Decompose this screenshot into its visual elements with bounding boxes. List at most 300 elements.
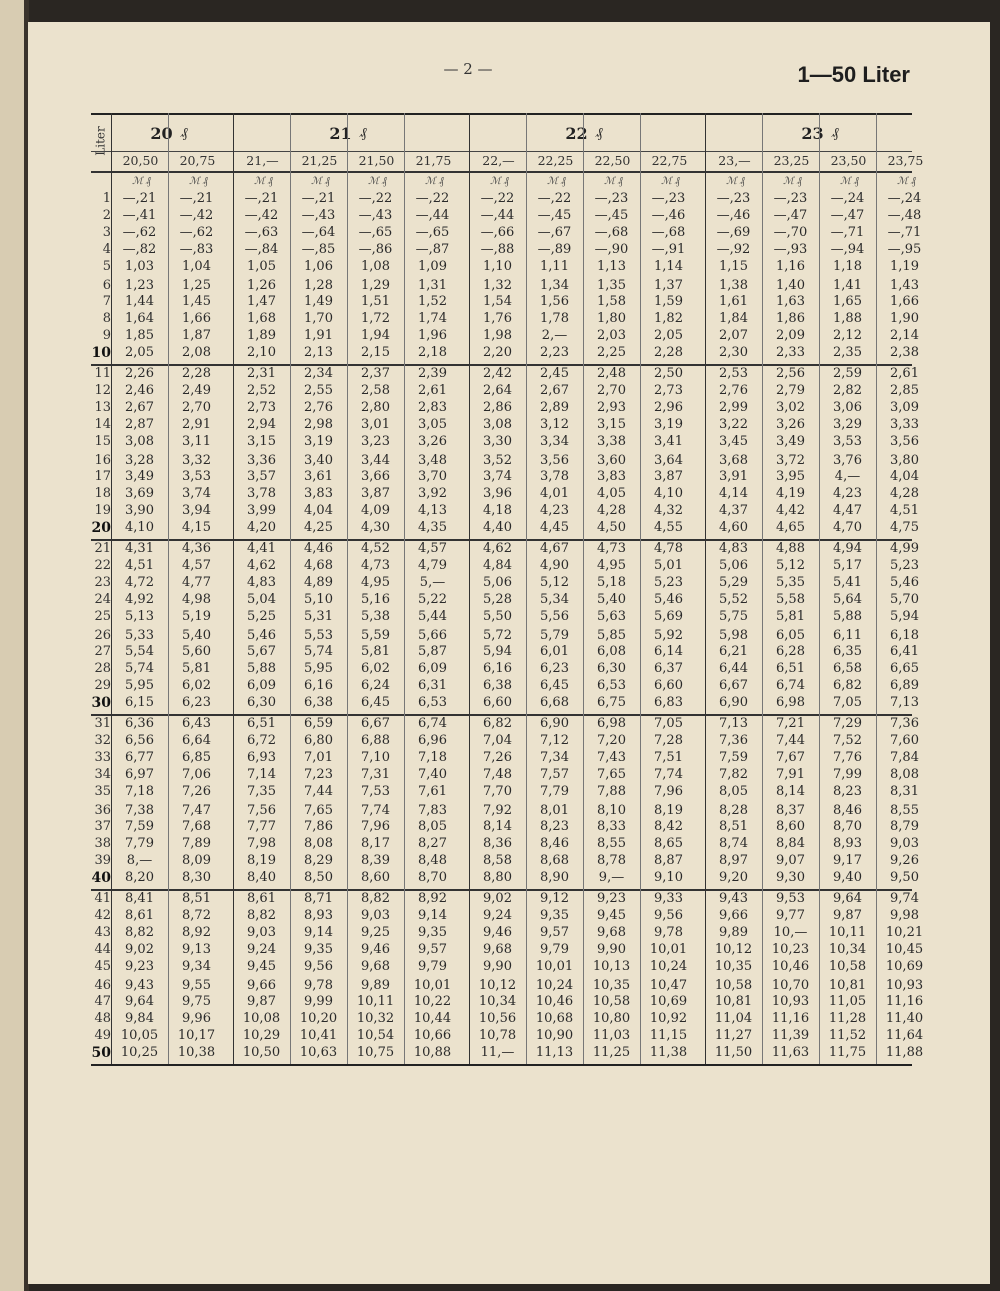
- price-cell: 8,51: [719, 819, 748, 835]
- price-cell: 3,66: [361, 469, 390, 485]
- price-cell: 2,61: [890, 366, 919, 381]
- price-cell: 8,78: [597, 853, 626, 869]
- price-cell: 5,19: [182, 608, 211, 624]
- price-cell: 5,31: [304, 608, 333, 624]
- price-cell: 2,03: [597, 328, 626, 344]
- price-cell: 9,57: [540, 924, 569, 940]
- column-rule: [168, 113, 169, 1064]
- price-cell: 8,28: [719, 802, 748, 818]
- price-cell: 10,41: [299, 1028, 338, 1044]
- table-row: [91, 891, 919, 908]
- column-rule: [762, 113, 763, 1064]
- price-cell: 6,68: [540, 695, 569, 711]
- price-cell: 3,78: [247, 486, 276, 502]
- price-cell: 5,46: [890, 574, 919, 590]
- price-cell: 5,70: [890, 591, 919, 607]
- liter-label: Liter: [94, 126, 108, 156]
- price-cell: 2,45: [540, 366, 569, 381]
- price-cell: 2,80: [361, 399, 390, 415]
- price-cell: 4,68: [304, 557, 333, 573]
- price-cell: 2,35: [833, 345, 862, 361]
- price-cell: 8,65: [654, 836, 683, 852]
- price-cell: 11,—: [480, 1045, 515, 1061]
- price-cell: 7,05: [654, 716, 683, 731]
- price-cell: 10,17: [177, 1028, 216, 1044]
- price-cell: 2,83: [418, 399, 447, 415]
- price-cell: 7,60: [890, 732, 919, 748]
- price-cell: 9,89: [719, 924, 748, 940]
- price-cell: 5,74: [304, 644, 333, 660]
- price-cell: 3,52: [483, 452, 512, 468]
- price-cell: 6,30: [247, 695, 276, 711]
- price-cell: 10,13: [592, 958, 631, 974]
- price-cell: 6,02: [361, 661, 390, 677]
- price-cell: 8,50: [304, 870, 333, 886]
- liter-cell: 40: [91, 870, 111, 887]
- price-cell: 6,82: [483, 716, 512, 731]
- liter-cell: 27: [94, 644, 111, 660]
- table-row: [91, 207, 922, 225]
- price-cell: 7,91: [776, 766, 805, 782]
- price-cell: 9,35: [540, 907, 569, 923]
- price-cell: —,22: [358, 191, 393, 206]
- price-cell: 4,40: [483, 520, 512, 536]
- price-cell: —,46: [651, 207, 686, 223]
- price-cell: 2,15: [361, 345, 390, 361]
- price-cell: 1,45: [182, 294, 211, 310]
- price-cell: 4,09: [361, 503, 390, 519]
- price-cell: —,63: [244, 224, 279, 240]
- table-row: [91, 541, 919, 558]
- price-cell: 1,38: [719, 277, 748, 293]
- price-cell: —,24: [887, 191, 922, 206]
- price-cell: 3,02: [776, 399, 805, 415]
- price-cell: 10,80: [592, 1011, 631, 1027]
- price-cell: 6,53: [418, 695, 447, 711]
- price-cell: 1,68: [247, 311, 276, 327]
- price-cell: 4,60: [719, 520, 748, 536]
- price-cell: —,42: [179, 207, 214, 223]
- range-title: 1—50 Liter: [797, 62, 910, 87]
- price-cell: 10,92: [649, 1011, 688, 1027]
- price-cell: 3,32: [182, 452, 211, 468]
- price-cell: 1,86: [776, 311, 805, 327]
- table-row: [91, 486, 919, 503]
- liter-cell: 1: [102, 191, 111, 206]
- table-row: [91, 802, 919, 820]
- price-cell: —,22: [415, 191, 450, 206]
- price-cell: 6,58: [833, 661, 862, 677]
- price-cell: 3,60: [597, 452, 626, 468]
- price-cell: 8,09: [182, 853, 211, 869]
- price-cell: 9,—: [598, 870, 625, 886]
- price-cell: —,45: [594, 207, 629, 223]
- price-cell: —,65: [358, 224, 393, 240]
- price-cell: 7,44: [304, 783, 333, 799]
- price-cell: 9,17: [833, 853, 862, 869]
- price-cell: 2,31: [247, 366, 276, 381]
- price-cell: 3,23: [361, 433, 390, 449]
- price-cell: 3,15: [597, 416, 626, 432]
- price-cell: 8,93: [833, 836, 862, 852]
- table-row: [91, 994, 924, 1011]
- price-cell: 8,68: [540, 853, 569, 869]
- price-cell: 4,79: [418, 557, 447, 573]
- price-cell: 11,64: [885, 1028, 924, 1044]
- price-cell: 5,29: [719, 574, 748, 590]
- unit-row: [91, 175, 916, 189]
- column-rule: [347, 113, 348, 1064]
- price-cell: 3,19: [654, 416, 683, 432]
- price-cell: 2,61: [418, 382, 447, 398]
- adjacent-page-edge: [0, 0, 26, 1291]
- table-row: [91, 520, 919, 537]
- price-cell: 7,13: [719, 716, 748, 731]
- price-cell: 11,15: [649, 1028, 688, 1044]
- table-row: [91, 870, 919, 887]
- price-cell: 2,34: [304, 366, 333, 381]
- price-cell: 3,91: [719, 469, 748, 485]
- table-row: [91, 766, 919, 784]
- table-row: [91, 224, 922, 242]
- price-cell: 5,46: [654, 591, 683, 607]
- price-cell: 2,39: [418, 366, 447, 381]
- price-cell: 1,05: [247, 258, 276, 274]
- price-cell: 4,30: [361, 520, 390, 536]
- price-cell: 6,24: [361, 678, 390, 694]
- price-cell: 10,21: [885, 924, 924, 940]
- price-cell: 9,74: [890, 891, 919, 906]
- price-cell: 9,89: [361, 977, 390, 993]
- table-row: [91, 678, 919, 695]
- price-cell: 5,25: [247, 608, 276, 624]
- price-cell: 8,30: [182, 870, 211, 886]
- price-cell: 9,14: [304, 924, 333, 940]
- price-cell: 10,88: [413, 1045, 452, 1061]
- price-cell: 7,67: [776, 749, 805, 765]
- table-row: [91, 695, 919, 712]
- unit-label: ℳ ₰: [311, 176, 330, 187]
- price-cell: 1,78: [540, 311, 569, 327]
- pfennig-symbol: ₰: [831, 124, 839, 141]
- price-cell: 10,68: [535, 1011, 574, 1027]
- price-cell: 2,76: [304, 399, 333, 415]
- table-row: [91, 608, 919, 626]
- unit-label: ℳ ₰: [783, 176, 802, 187]
- sub-header-cell: 22,75: [640, 151, 698, 171]
- price-cell: 6,98: [776, 695, 805, 711]
- column-rule: [876, 113, 877, 1064]
- price-cell: 11,50: [714, 1045, 753, 1061]
- price-cell: 11,75: [828, 1045, 867, 1061]
- price-cell: 7,98: [247, 836, 276, 852]
- price-cell: 1,19: [890, 258, 919, 274]
- price-cell: 3,38: [597, 433, 626, 449]
- table-row: [91, 819, 919, 836]
- price-cell: 3,61: [304, 469, 333, 485]
- price-cell: 6,74: [418, 716, 447, 731]
- price-cell: 8,70: [418, 870, 447, 886]
- price-cell: 3,44: [361, 452, 390, 468]
- price-cell: 8,72: [182, 907, 211, 923]
- liter-cell: 21: [94, 541, 111, 556]
- price-cell: 8,79: [890, 819, 919, 835]
- price-cell: 7,68: [182, 819, 211, 835]
- price-cell: 9,66: [719, 907, 748, 923]
- sub-header-cell: 20,50: [111, 151, 169, 171]
- price-cell: 9,10: [654, 870, 683, 886]
- price-cell: 10,58: [592, 994, 631, 1010]
- price-cell: 2,58: [361, 382, 390, 398]
- liter-cell: 28: [94, 661, 111, 677]
- price-cell: 5,23: [890, 557, 919, 573]
- liter-cell: 42: [94, 907, 111, 923]
- unit-label: ℳ ₰: [547, 176, 566, 187]
- column-rule: [111, 113, 112, 1064]
- price-cell: 7,23: [304, 766, 333, 782]
- price-cell: 9,12: [540, 891, 569, 906]
- price-cell: 5,50: [483, 608, 512, 624]
- price-cell: 5,44: [418, 608, 447, 624]
- price-cell: 2,26: [125, 366, 154, 381]
- price-cell: 3,28: [125, 452, 154, 468]
- price-cell: 10,20: [299, 1011, 338, 1027]
- unit-label: ℳ ₰: [425, 176, 444, 187]
- price-cell: 5,66: [418, 627, 447, 643]
- liter-cell: 2: [102, 207, 111, 223]
- price-cell: 9,55: [182, 977, 211, 993]
- price-cell: 6,82: [833, 678, 862, 694]
- liter-cell: 7: [102, 294, 111, 310]
- price-cell: —,48: [887, 207, 922, 223]
- price-cell: 9,02: [125, 941, 154, 957]
- price-cell: 4,94: [833, 541, 862, 556]
- price-cell: 5,88: [247, 661, 276, 677]
- price-cell: 3,80: [890, 452, 919, 468]
- price-cell: 10,69: [885, 958, 924, 974]
- price-cell: 9,77: [776, 907, 805, 923]
- table-row: [91, 853, 919, 870]
- liter-cell: 16: [94, 452, 111, 468]
- price-cell: 6,11: [833, 627, 862, 643]
- column-rule: [705, 113, 706, 1064]
- price-cell: 4,99: [890, 541, 919, 556]
- price-cell: 1,47: [247, 294, 276, 310]
- price-cell: 6,35: [833, 644, 862, 660]
- price-cell: 7,14: [247, 766, 276, 782]
- price-cell: 10,47: [649, 977, 688, 993]
- price-cell: 3,12: [540, 416, 569, 432]
- column-rule: [290, 113, 291, 1064]
- price-cell: 8,55: [597, 836, 626, 852]
- price-cell: 11,39: [771, 1028, 810, 1044]
- price-cell: 4,10: [654, 486, 683, 502]
- price-cell: —,95: [887, 241, 922, 257]
- group-header-label: 20: [150, 123, 173, 143]
- price-cell: 8,61: [247, 891, 276, 906]
- price-cell: 8,61: [125, 907, 154, 923]
- price-cell: 4,98: [182, 591, 211, 607]
- price-cell: 2,64: [483, 382, 512, 398]
- price-cell: 2,28: [182, 366, 211, 381]
- price-cell: 7,06: [182, 766, 211, 782]
- sub-header-cell: 23,25: [762, 151, 820, 171]
- unit-label: ℳ ₰: [840, 176, 859, 187]
- price-cell: 5,16: [361, 591, 390, 607]
- price-cell: 3,26: [776, 416, 805, 432]
- liter-cell: 46: [94, 977, 111, 993]
- price-cell: 4,55: [654, 520, 683, 536]
- price-cell: 11,27: [714, 1028, 753, 1044]
- price-cell: 7,88: [597, 783, 626, 799]
- price-cell: 4,05: [597, 486, 626, 502]
- price-cell: 1,25: [182, 277, 211, 293]
- price-cell: 6,90: [540, 716, 569, 731]
- price-cell: 1,66: [890, 294, 919, 310]
- price-cell: 7,96: [654, 783, 683, 799]
- price-cell: —,90: [594, 241, 629, 257]
- price-cell: 9,57: [418, 941, 447, 957]
- price-cell: 1,51: [361, 294, 390, 310]
- price-cell: 10,38: [177, 1045, 216, 1061]
- price-cell: 6,83: [654, 695, 683, 711]
- price-cell: 8,08: [304, 836, 333, 852]
- price-cell: 5,58: [776, 591, 805, 607]
- liter-cell: 39: [94, 853, 111, 869]
- price-cell: 2,49: [182, 382, 211, 398]
- price-cell: 5,06: [483, 574, 512, 590]
- price-cell: 8,60: [776, 819, 805, 835]
- price-cell: 10,81: [714, 994, 753, 1010]
- table-row: [91, 366, 919, 383]
- sub-header-row: [91, 151, 924, 173]
- price-cell: 7,52: [833, 732, 862, 748]
- price-cell: 2,05: [654, 328, 683, 344]
- price-cell: 9,30: [776, 870, 805, 886]
- price-cell: 8,14: [776, 783, 805, 799]
- price-cell: 4,62: [483, 541, 512, 556]
- price-cell: 9,24: [247, 941, 276, 957]
- price-cell: 4,10: [125, 520, 154, 536]
- liter-cell: 9: [102, 328, 111, 344]
- price-cell: 5,72: [483, 627, 512, 643]
- price-cell: 5,64: [833, 591, 862, 607]
- price-cell: 10,25: [120, 1045, 159, 1061]
- price-cell: 9,68: [483, 941, 512, 957]
- price-cell: 8,58: [483, 853, 512, 869]
- price-cell: 5,53: [304, 627, 333, 643]
- price-cell: —,45: [537, 207, 572, 223]
- price-cell: 4,32: [654, 503, 683, 519]
- price-cell: 11,25: [592, 1045, 631, 1061]
- price-cell: 3,87: [654, 469, 683, 485]
- price-cell: 1,49: [304, 294, 333, 310]
- price-cell: 8,42: [654, 819, 683, 835]
- price-cell: 5,13: [125, 608, 154, 624]
- price-cell: 5,69: [654, 608, 683, 624]
- liter-cell: 23: [94, 574, 111, 590]
- price-cell: —,89: [537, 241, 572, 257]
- price-cell: 9,46: [361, 941, 390, 957]
- price-cell: 9,03: [361, 907, 390, 923]
- price-cell: 9,35: [304, 941, 333, 957]
- price-cell: 1,59: [654, 294, 683, 310]
- price-cell: 7,40: [418, 766, 447, 782]
- price-cell: 10,32: [356, 1011, 395, 1027]
- price-cell: 11,05: [828, 994, 867, 1010]
- price-cell: 10,58: [714, 977, 753, 993]
- price-cell: 1,06: [304, 258, 333, 274]
- price-cell: 3,90: [125, 503, 154, 519]
- liter-cell: 24: [94, 591, 111, 607]
- price-cell: —,44: [415, 207, 450, 223]
- price-cell: 10,12: [714, 941, 753, 957]
- price-cell: 3,70: [418, 469, 447, 485]
- price-cell: —,71: [830, 224, 865, 240]
- price-cell: 10,54: [356, 1028, 395, 1044]
- price-cell: 1,56: [540, 294, 569, 310]
- price-cell: 8,90: [540, 870, 569, 886]
- price-cell: 10,35: [592, 977, 631, 993]
- price-cell: 9,78: [654, 924, 683, 940]
- price-cell: 6,60: [483, 695, 512, 711]
- table-row: [91, 1011, 924, 1028]
- price-cell: 9,56: [304, 958, 333, 974]
- price-cell: 7,18: [418, 749, 447, 765]
- price-cell: 10,01: [535, 958, 574, 974]
- price-cell: 5,60: [182, 644, 211, 660]
- price-cell: 10,34: [478, 994, 517, 1010]
- price-cell: 5,88: [833, 608, 862, 624]
- price-cell: 4,73: [597, 541, 626, 556]
- price-cell: 2,28: [654, 345, 683, 361]
- price-cell: —,22: [480, 191, 515, 206]
- price-cell: 9,46: [483, 924, 512, 940]
- price-cell: 3,83: [304, 486, 333, 502]
- price-cell: —,62: [122, 224, 157, 240]
- price-cell: 6,23: [540, 661, 569, 677]
- sub-header-cell: 22,25: [526, 151, 584, 171]
- price-cell: 5,18: [597, 574, 626, 590]
- price-cell: 8,05: [418, 819, 447, 835]
- price-cell: —,65: [415, 224, 450, 240]
- price-cell: 10,90: [535, 1028, 574, 1044]
- price-cell: 11,04: [714, 1011, 753, 1027]
- liter-cell: 17: [94, 469, 111, 485]
- price-cell: 6,51: [776, 661, 805, 677]
- liter-cell: 32: [94, 732, 111, 748]
- pfennig-symbol: ₰: [595, 124, 603, 141]
- price-cell: 6,80: [304, 732, 333, 748]
- price-cell: 7,47: [182, 802, 211, 818]
- price-cell: 2,76: [719, 382, 748, 398]
- price-cell: 7,57: [540, 766, 569, 782]
- price-cell: 8,84: [776, 836, 805, 852]
- price-cell: 2,12: [833, 328, 862, 344]
- column-rule: [404, 113, 405, 1064]
- price-cell: 4,52: [361, 541, 390, 556]
- price-cell: 1,43: [890, 277, 919, 293]
- price-cell: 10,78: [478, 1028, 517, 1044]
- price-cell: 8,39: [361, 853, 390, 869]
- price-cell: 4,14: [719, 486, 748, 502]
- price-cell: 6,60: [654, 678, 683, 694]
- price-cell: 7,96: [361, 819, 390, 835]
- price-cell: 8,23: [833, 783, 862, 799]
- price-cell: 6,14: [654, 644, 683, 660]
- price-cell: 6,36: [125, 716, 154, 731]
- price-cell: 5,95: [125, 678, 154, 694]
